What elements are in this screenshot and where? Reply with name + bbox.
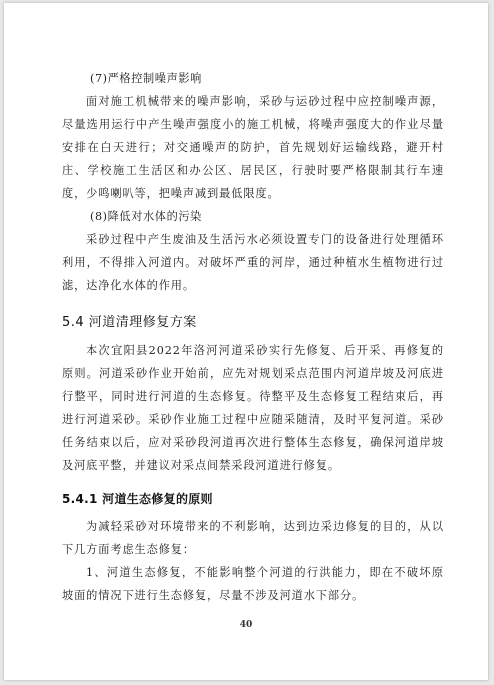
paragraph-water: 采砂过程中产生废油及生活污水必须设置专门的设备进行处理循环利用，不得排入河道内。对破坏严重的河岸，通过种植水生植物进行过滤，达净化水体的作用。 [62, 233, 444, 292]
document-page [4, 3, 488, 680]
subsection-title-noise: (7)严格控制噪声影响 [90, 72, 202, 85]
subsection-title-water: (8)降低对水体的污染 [90, 210, 202, 223]
section-heading-5-4-1: 5.4.1 河道生态修复的原则 [62, 492, 213, 506]
paragraph-5-4: 本次宜阳县2022年洛河河道采砂实行先修复、后开采、再修复的原则。河道采砂作业开始前，应先对规划采点范围内河道岸坡及河底进行整平，同时进行河道的生态修复。待整平及生态修复工程结束后，再进行河道采砂。采砂作业施工过程中应随采随清，及时平复河道。采砂任务结束以后，应对采砂段河道再次进行整体生态修复，确保河道岸坡及河底平整，并建议对采点间禁采段河道进行修复。 [62, 344, 444, 472]
paragraph-item-1: 1、河道生态修复，不能影响整个河道的行洪能力，即在不破坏原坡面的情况下进行生态修复，尽量不涉及河道水下部分。 [62, 566, 444, 602]
page-number: 40 [239, 620, 253, 630]
section-heading-5-4: 5.4 河道清理修复方案 [62, 315, 197, 330]
paragraph-5-4-1: 为减轻采砂对环境带来的不利影响，达到边采边修复的目的，从以下几方面考虑生态修复： [62, 520, 444, 556]
paragraph-noise: 面对施工机械带来的噪声影响，采砂与运砂过程中应控制噪声源，尽量选用运行中产生噪声强度小的施工机械，将噪声强度大的作业尽量安排在白天进行；对交通噪声的防护，首先规划好运输线路，避开村庄、学校施工生活区和办公区、居民区，行驶时要严格限制其行车速度，少鸣喇叭等，把噪声减到最低限度。 [62, 95, 444, 200]
page-content [62, 67, 444, 607]
